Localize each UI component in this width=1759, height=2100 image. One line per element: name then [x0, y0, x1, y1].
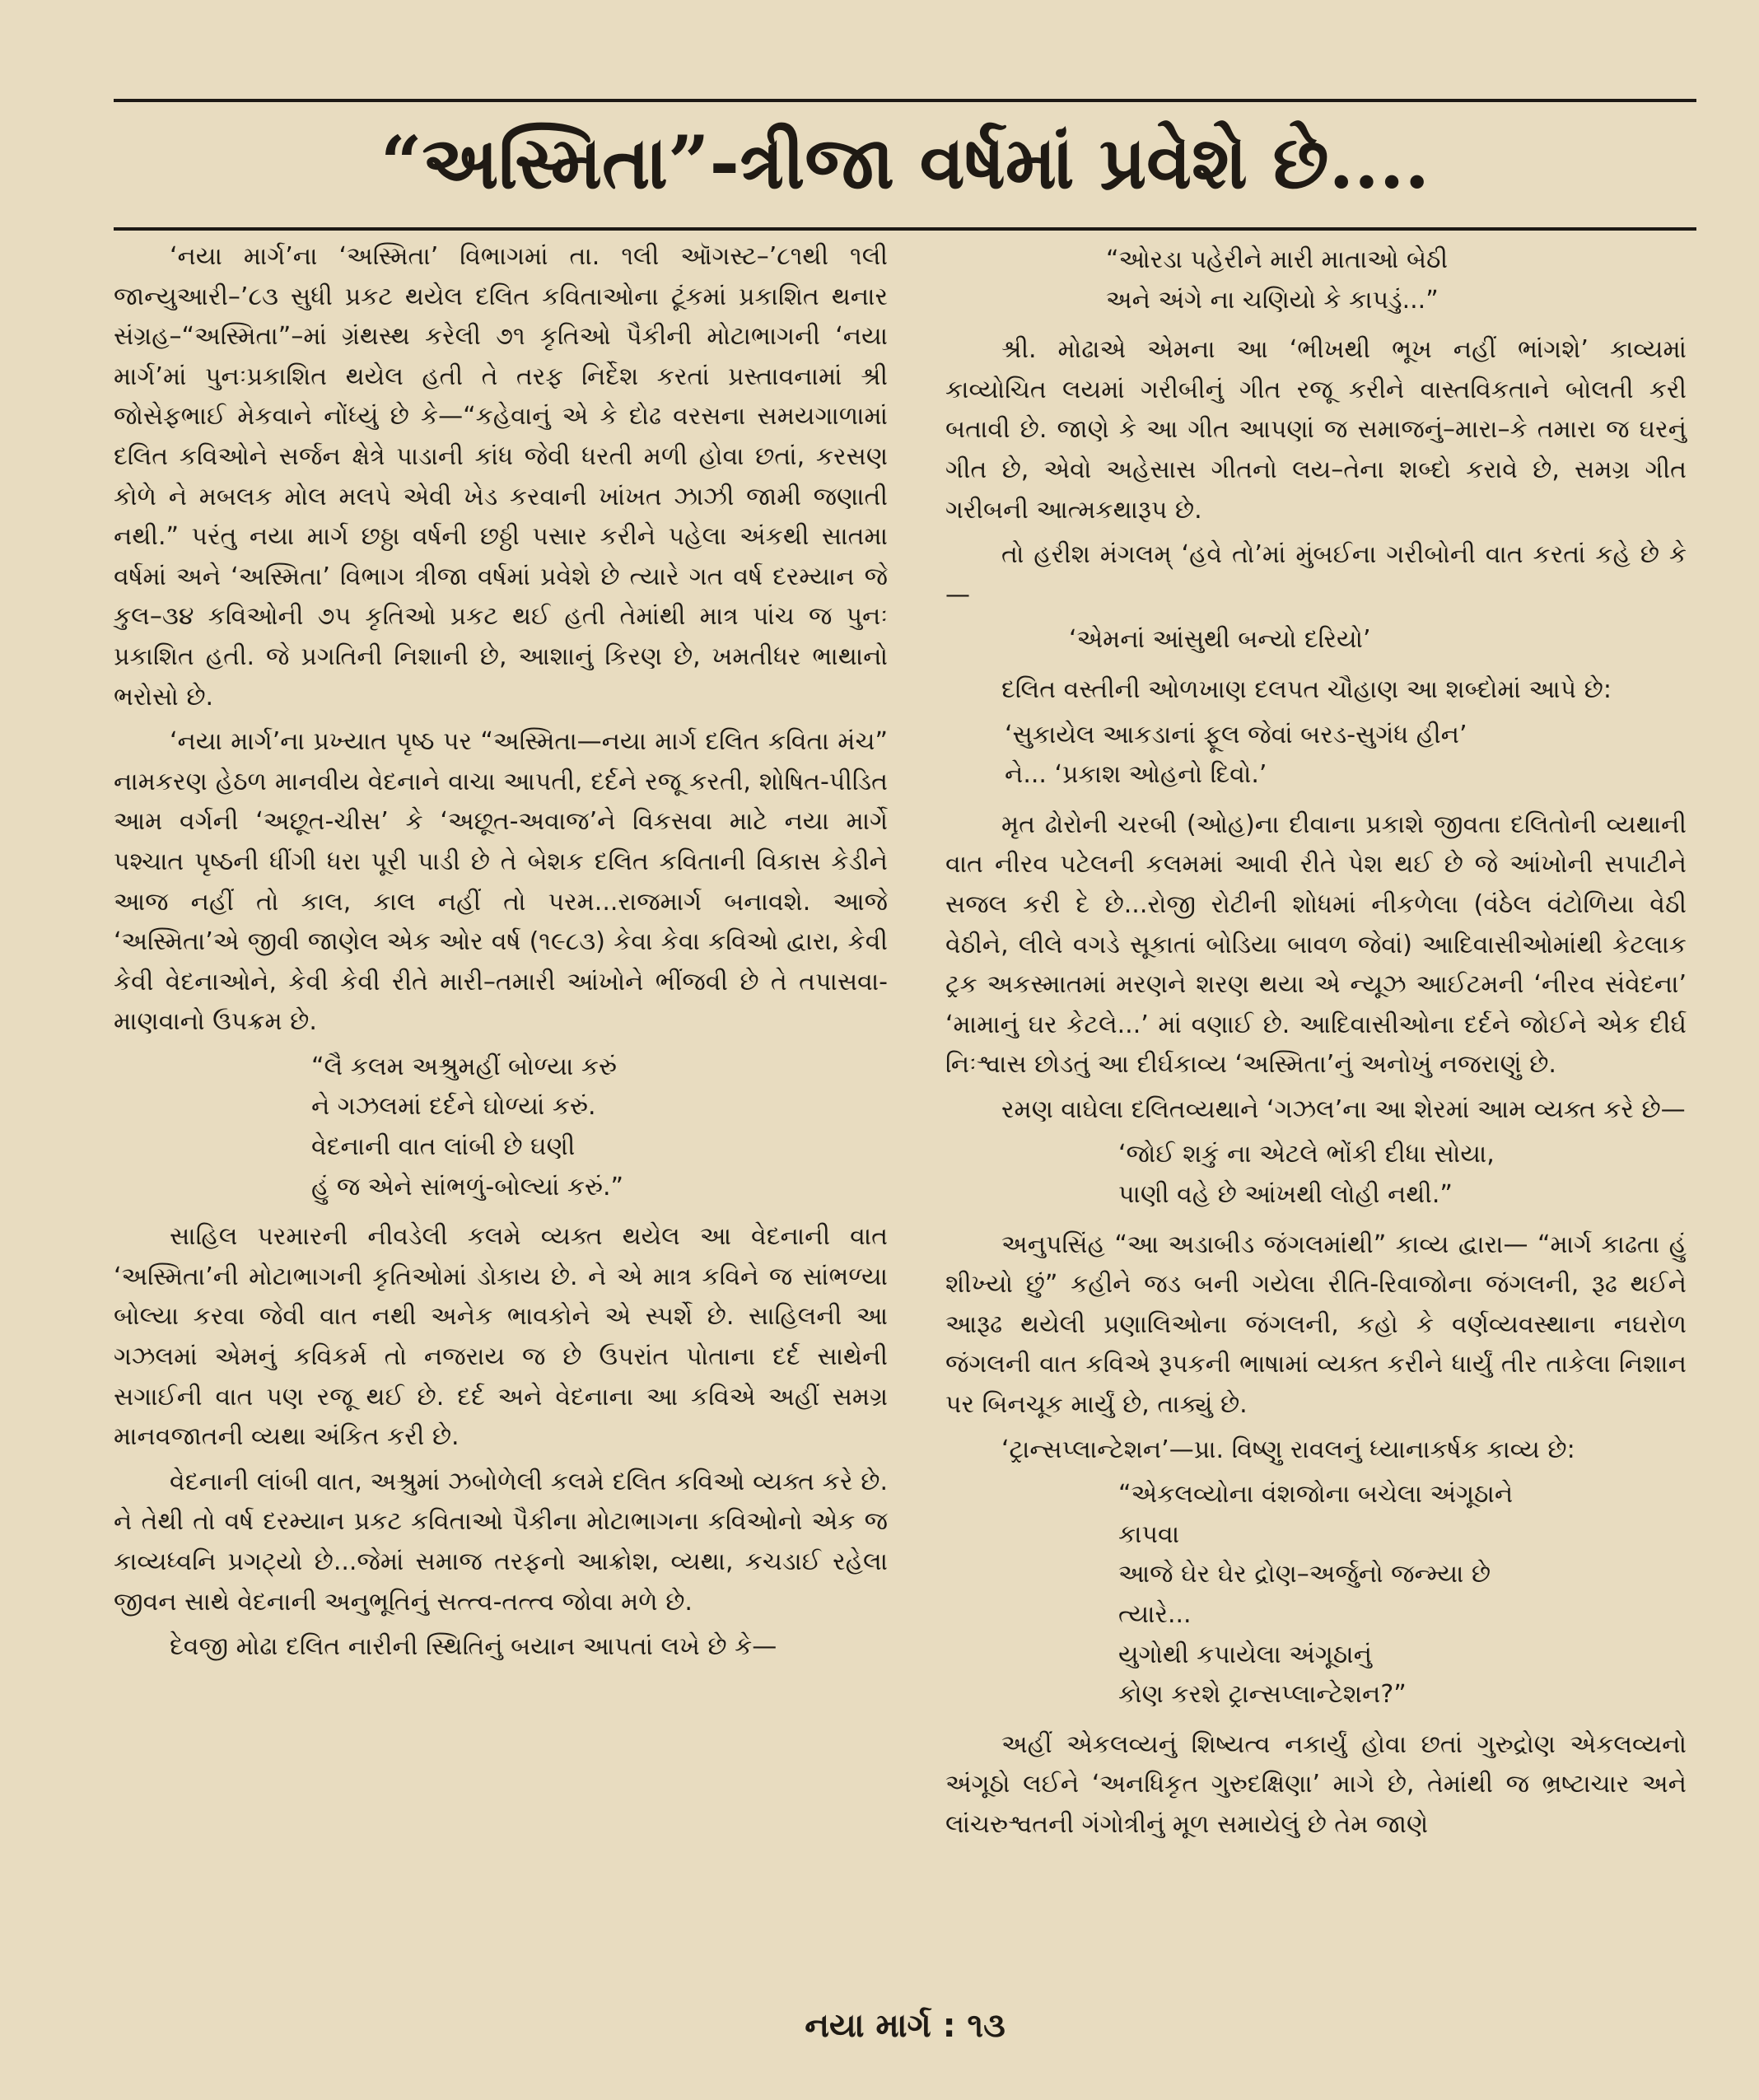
paragraph: તો હરીશ મંગલમ્ ‘હવે તો’માં મુંબઈના ગરીબોની વાત કરતાં કહે છે કે— [945, 540, 1687, 609]
paragraph: દેવજી મોઢા દલિત નારીની સ્થિતિનું બયાન આપતાં લખે છે કે— [170, 1632, 777, 1662]
verse-line: આજે ઘેર ઘેર દ્રોણ–અર્જુનો જન્મ્યા છે [1118, 1560, 1491, 1589]
paragraph: ‘ટ્રાન્સપ્લાન્ટેશન’—પ્રા. વિષ્ણુ રાવલનું ધ્યાનાકર્ષક કાવ્ય છે: [1001, 1435, 1575, 1464]
paragraph: મૃત ઢોરોની ચરબી (ઓહ)ના દીવાના પ્રકાશે જીવતા દલિતોની વ્યથાની વાત નીરવ પટેલની કલમમાં આવી રીતે પેશ થઈ છે જે આંખોની સપાટીને સજલ કરી દે છે...રોજી રોટીની શોધમાં નીકળેલા (વંઠેલ વંટોળિયા વેઠી વેઠીને, લીલે વગડે સૂકાતાં બોડિયા બાવળ જેવાં) આદિવાસીઓમાંથી કેટલાક ટ્રક અકસ્માતમાં મરણને શરણ થયા એ ન્યૂઝ આઈટમની ‘નીરવ સંવેદના’ ‘મામાનું ઘર કેટલે...’ માં વણાઈ છે. આદિવાસીઓના દર્દને જોઈને એક દીર્ઘ નિઃશ્વાસ છોડતું આ દીર્ઘકાવ્ય ‘અસ્મિતા’નું અનોખું નજરાણું છે. [945, 810, 1687, 1080]
right-column [945, 237, 1687, 1850]
verse-line: ત્યારે... [1118, 1600, 1192, 1629]
left-column [114, 237, 888, 1673]
paragraph: દલિત વસ્તીની ઓળખાણ દલપત ચૌહાણ આ શબ્દોમાં આપે છે: [1001, 674, 1612, 704]
quote-block [945, 620, 1687, 660]
paragraph: રમણ વાઘેલા દલિતવ્યથાને ‘ગઝલ’ના આ શેરમાં આમ વ્યક્ત કરે છે— [1001, 1094, 1686, 1124]
paragraph: સાહિલ પરમારની નીવડેલી કલમે વ્યક્ત થયેલ આ વેદનાની વાત ‘અસ્મિતા’ની મોટાભાગની કૃતિઓમાં ડોકાય છે. ને એ માત્ર કવિને જ સાંભળ્યા બોલ્યા કરવા જેવી વાત નથી અનેક ભાવકોને એ સ્પર્શે છે. સાહિલની આ ગઝલમાં એમનું કવિકર્મ તો નજરાય જ છે ઉપરાંત પોતાના દર્દ સાથેની સગાઈની વાત પણ રજૂ થઈ છે. દર્દ અને વેદનાના આ કવિએ અહીં સમગ્ર માનવજાતની વ્યથા અંકિત કરી છે. [114, 1222, 888, 1452]
verse-line: ‘જોઈ શકું ના એટલે ભોંકી દીધા સોયા, [1118, 1140, 1495, 1169]
verse-line: વેદનાની વાત લાંબી છે ઘણી [311, 1132, 576, 1162]
paragraph: ‘નયા માર્ગ’ના ‘અસ્મિતા’ વિભાગમાં તા. ૧લી ઑગસ્ટ–’૮૧થી ૧લી જાન્યુઆરી–’૮૩ સુધી પ્રકટ થયેલ દલિત કવિતાઓના ટૂંકમાં પ્રકાશિત થનાર સંગ્રહ–“અસ્મિતા”–માં ગ્રંથસ્થ કરેલી ૭૧ કૃતિઓ પૈકીની મોટાભાગની ‘નયા માર્ગ’માં પુનઃપ્રકાશિત થયેલ હતી તે તરફ નિર્દેશ કરતાં પ્રસ્તાવનામાં શ્રી જોસેફભાઈ મેકવાને નોંધ્યું છે કે—“કહેવાનું એ કે દોઢ વરસના સમયગાળામાં દલિત કવિઓને સર્જન ક્ષેત્રે પાડાની કાંધ જેવી ધરતી મળી હોવા છતાં, કરસણ કોળે ને મબલક મોલ મલપે એવી ખેડ કરવાની ખાંખત ઝાઝી જામી જણાતી નથી.” પરંતુ નયા માર્ગ છઠ્ઠા વર્ષની છઠ્ઠી પસાર કરીને પહેલા અંકથી સાતમા વર્ષમાં અને ‘અસ્મિતા’ વિભાગ ત્રીજા વર્ષમાં પ્રવેશે છે ત્યારે ગત વર્ષ દરમ્યાન જે કુલ–૩૪ કવિઓની ૭૫ કૃતિઓ પ્રકટ થઈ હતી તેમાંથી માત્ર પાંચ જ પુનઃ પ્રકાશિત હતી. જે પ્રગતિની નિશાની છે, આશાનું કિરણ છે, ખમતીધર ભાથાનો ભરોસો છે. [114, 242, 888, 712]
paragraph: વેદનાની લાંબી વાત, અશ્રુમાં ઝબોળેલી કલમે દલિત કવિઓ વ્યક્ત કરે છે. ને તેથી તો વર્ષ દરમ્યાન પ્રકટ કવિતાઓ પૈકીના મોટાભાગના કવિઓનો એક જ કાવ્યધ્વનિ પ્રગટ્યો છે...જેમાં સમાજ તરફનો આક્રોશ, વ્યથા, કચડાઈ રહેલા જીવન સાથે વેદનાની અનુભૂતિનું સત્ત્વ-તત્ત્વ જોવા મળે છે. [114, 1467, 888, 1617]
verse-line: યુગોથી કપાયેલા અંગૂઠાનું [1118, 1640, 1372, 1669]
verse-line: કોણ કરશે ટ્રાન્સપ્લાન્ટેશન?” [1118, 1680, 1407, 1710]
verse-line: હું જ એને સાંભળું-બોલ્યાં કરું.” [311, 1172, 624, 1202]
paragraph: ‘નયા માર્ગ’ના પ્રખ્યાત પૃષ્ઠ પર “અસ્મિતા—નયા માર્ગ દલિત કવિતા મંચ” નામકરણ હેઠળ માનવીય વેદનાને વાચા આપતી, દર્દને રજૂ કરતી, શોષિત-પીડિત આમ વર્ગની ‘અછૂત-ચીસ’ કે ‘અછૂત-અવાજ’ને વિકસવા માટે નયા માર્ગે પશ્ચાત પૃષ્ઠની ધીંગી ધરા પૂરી પાડી છે તે બેશક દલિત કવિતાની વિકાસ કેડીને આજ નહીં તો કાલ, કાલ નહીં તો પરમ...રાજમાર્ગ બનાવશે. આજે ‘અસ્મિતા’એ જીવી જાણેલ એક ઓર વર્ષ (૧૯૮૩) કેવા કેવા કવિઓ દ્વારા, કેવી કેવી વેદનાઓને, કેવી કેવી રીતે મારી–તમારી આંખોને ભીંજવી છે તે તપાસવા-માણવાનો ઉપક્રમ છે. [114, 727, 888, 1037]
verse-line: અને અંગે ના ચણિયો કે કાપડું...” [1106, 285, 1439, 315]
paragraph: શ્રી. મોઢાએ એમના આ ‘ભીખથી ભૂખ નહીં ભાંગશે’ કાવ્યમાં કાવ્યોચિત લયમાં ગરીબીનું ગીત રજૂ કરીને વાસ્તવિકતાને બોલતી કરી બતાવી છે. જાણે કે આ ગીત આપણાં જ સમાજનું–મારા–કે તમારા જ ઘરનું ગીત છે, એવો અહેસાસ ગીતનો લય–તેના શબ્દો કરાવે છે, સમગ્ર ગીત ગરીબની આત્મકથારૂપ છે. [945, 335, 1687, 525]
verse-line: “લૈ કલમ અશ્રુમહીં બોળ્યા કરું [311, 1052, 617, 1081]
verse-block [945, 240, 1687, 320]
verse-line: પાણી વહે છે આંખથી લોહી નથી.” [1118, 1180, 1453, 1210]
verse-block [945, 1475, 1687, 1715]
quote-line: ‘એમનાં આંસુથી બન્યો દરિયો’ [1069, 625, 1371, 655]
top-rule [114, 99, 1696, 102]
article-headline: “અસ્મિતા”-ત્રીજા વર્ષમાં પ્રવેશે છે.... [380, 119, 1430, 205]
quote-line: ‘સુકાયેલ આકડાનાં ફૂલ જેવાં બરડ-સુગંધ હીન’ [1005, 720, 1467, 749]
verse-line: કાપવા [1118, 1519, 1180, 1549]
verse-block [945, 1135, 1687, 1215]
headline-rule [114, 227, 1696, 231]
verse-line: “ઓરડા પહેરીને મારી માતાઓ બેઠી [1106, 245, 1449, 274]
quote-line: ને... ‘પ્રકાશ ઓહનો દિવો.’ [1005, 760, 1267, 790]
page-footer: નયા માર્ગ : ૧૩ [805, 2007, 1005, 2045]
paragraph: અહીં એકલવ્યનું શિષ્યત્વ નકાર્યું હોવા છતાં ગુરુદ્રોણ એકલવ્યનો અંગૂઠો લઈને ‘અનધિકૃત ગુરુદક્ષિણા’ માગે છે, તેમાંથી જ ભ્રષ્ટાચાર અને લાંચરુશ્વતની ગંગોત્રીનું મૂળ સમાયેલું છે તેમ જાણે [945, 1729, 1687, 1839]
verse-line: ને ગઝલમાં દર્દને ઘોળ્યાં કરું. [311, 1092, 596, 1122]
quote-block [945, 716, 1687, 796]
verse-line: “એકલવ્યોના વંશજોના બચેલા અંગૂઠાને [1118, 1480, 1514, 1510]
verse-block [114, 1048, 888, 1207]
paragraph: અનુપસિંહ “આ અડાબીડ જંગલમાંથી” કાવ્ય દ્વારા— “માર્ગ કાઢતા હું શીખ્યો છું” કહીને જડ બની ગયેલા રીતિ-રિવાજોના જંગલની, રૂઢ થઈને આરૂઢ થયેલી પ્રણાલિઓના જંગલની, કહો કે વર્ણવ્યવસ્થાના નઘરોળ જંગલની વાત કવિએ રૂપકની ભાષામાં વ્યક્ત કરીને ધાર્યું તીર તાકેલા નિશાન પર બિનચૂક માર્યું છે, તાક્યું છે. [945, 1230, 1687, 1420]
